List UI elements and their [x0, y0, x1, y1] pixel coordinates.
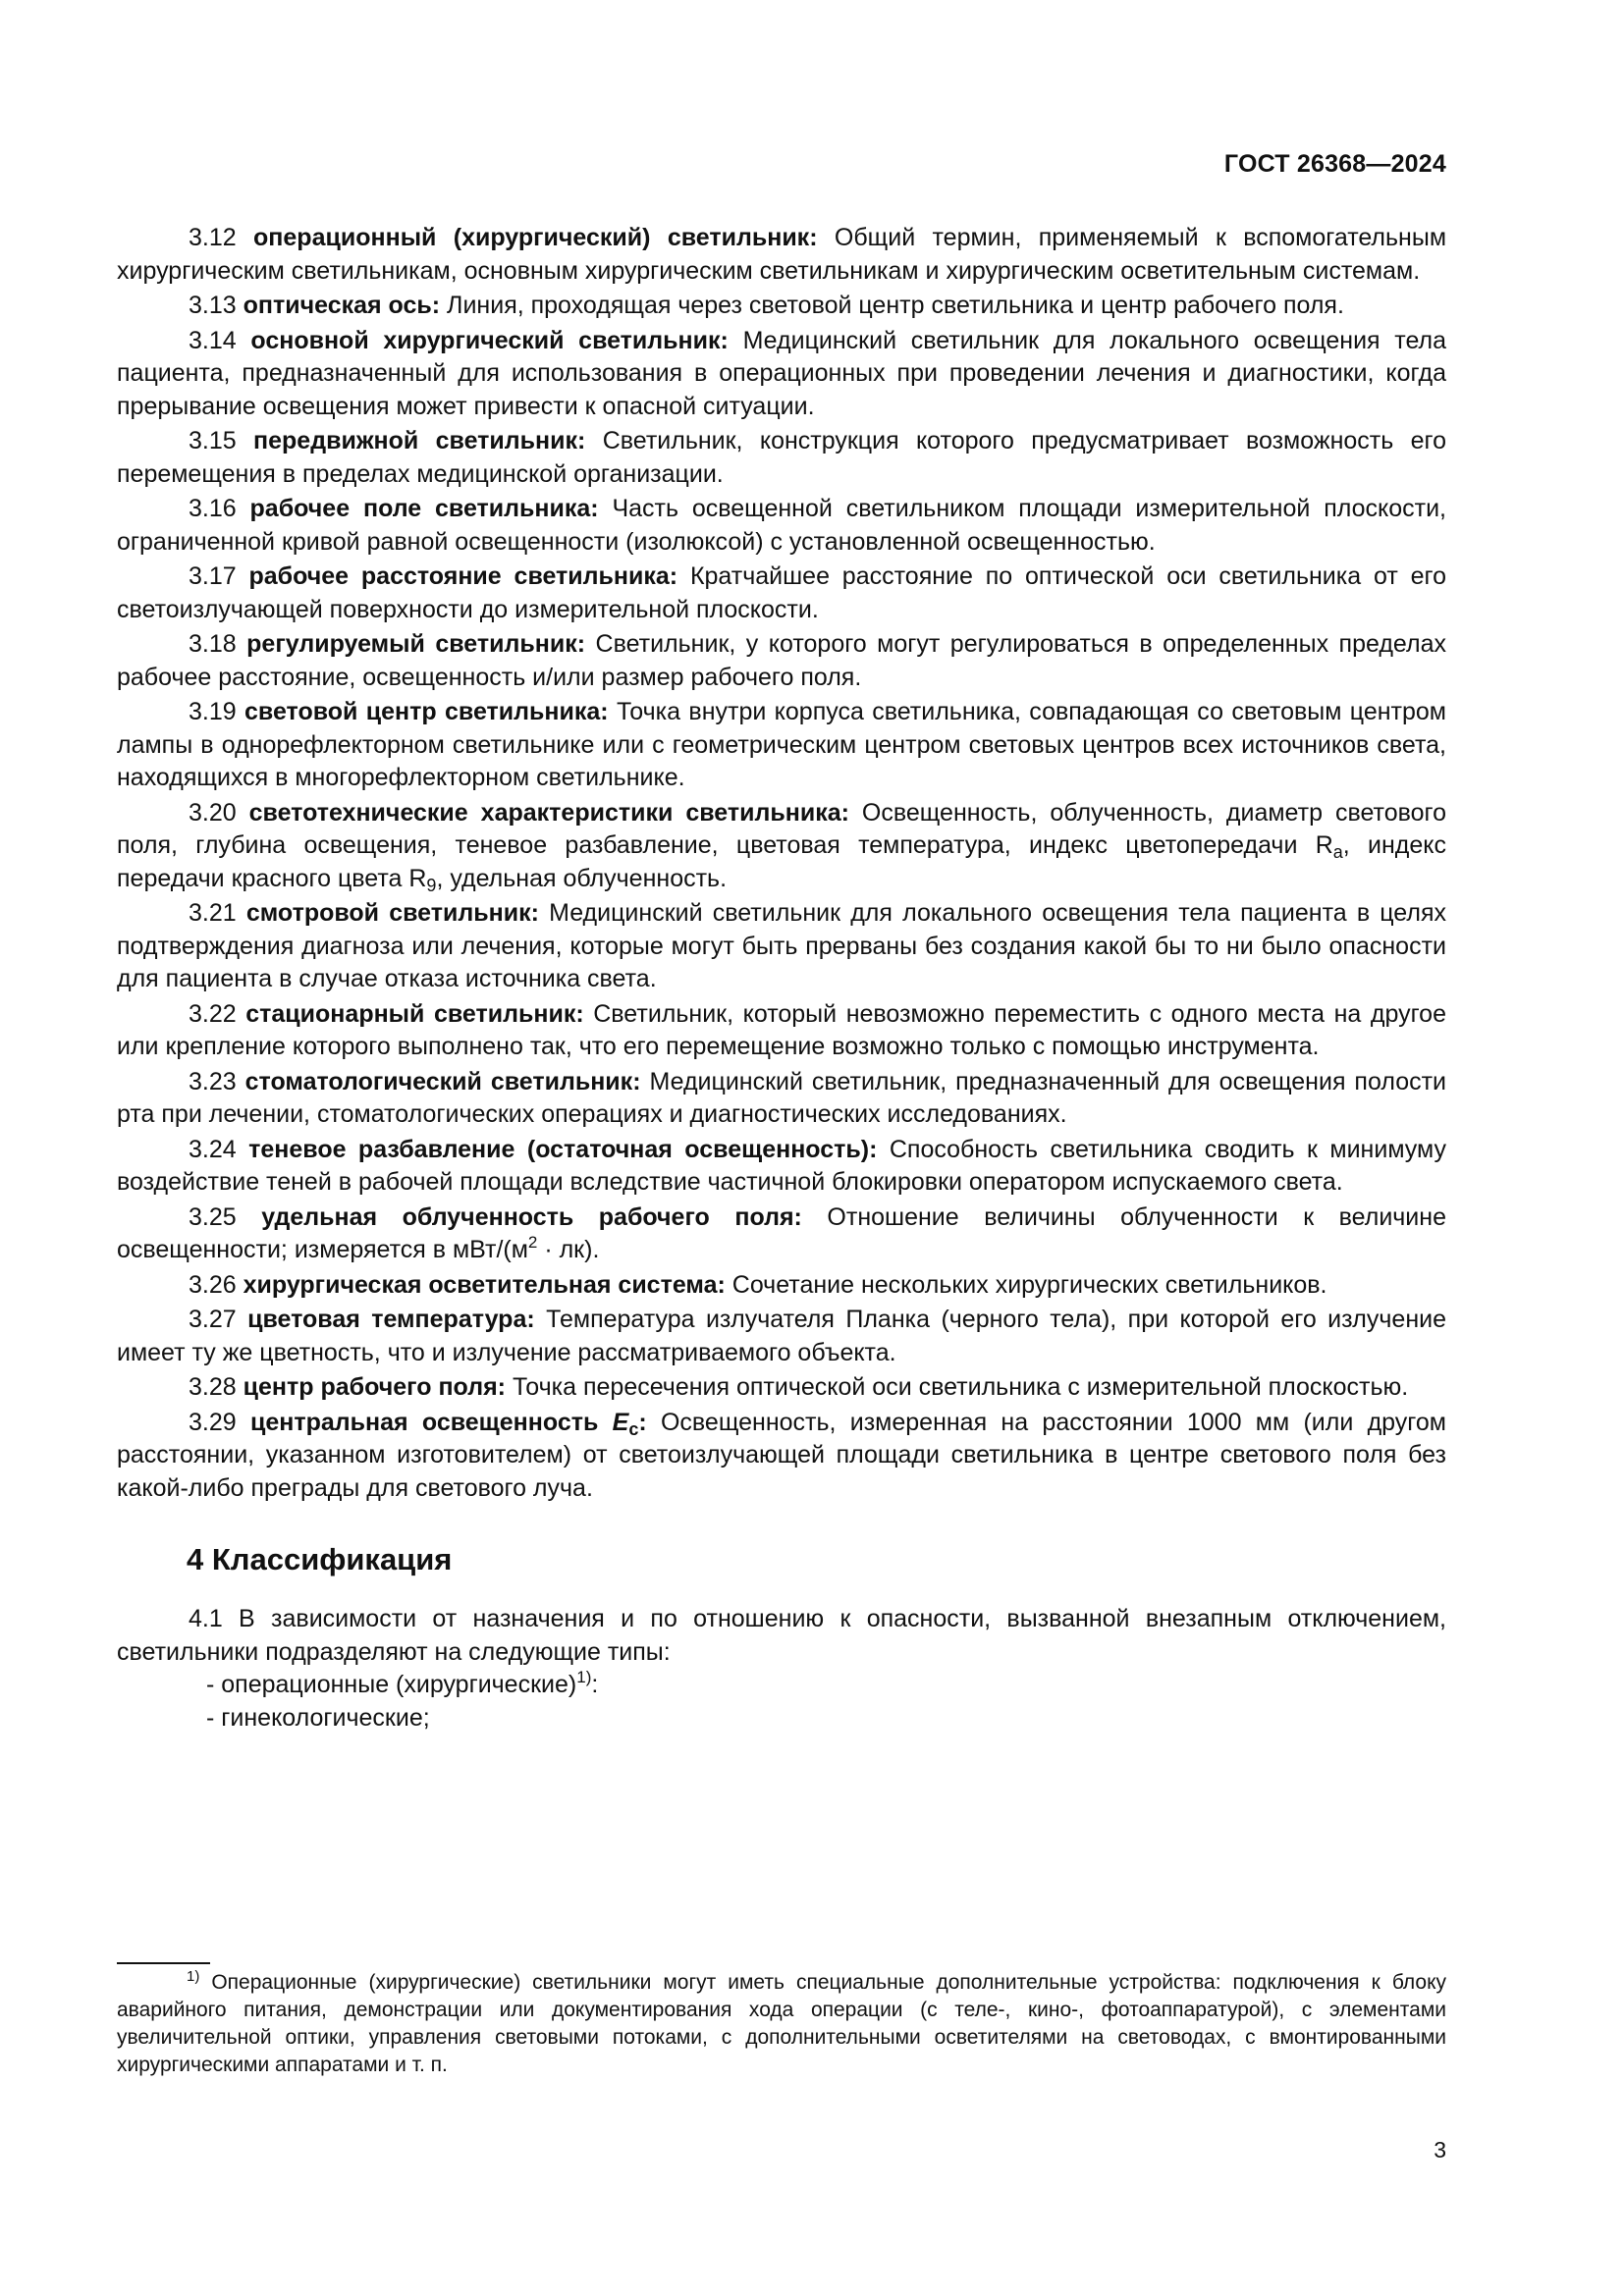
clause-4-1: 4.1 В зависимости от назначения и по отношению к опасности, вызванной внезапным отключением, светильники подразделяют на следующие типы:: [117, 1605, 1446, 1666]
definition-text: Медицинский светильник для локального освещения тела пациента, предназначенный для использования в операционных при проведении лечения и диагностики, когда прерывание освещения может привести к опасной ситуации.: [117, 326, 1447, 420]
symbol-e: E: [612, 1408, 629, 1436]
definition-3-29: [117, 1407, 1446, 1506]
definition-number: 3.14: [189, 326, 237, 354]
list-item-gynecological: - гинекологические;: [206, 1703, 430, 1732]
definition-text: Сочетание нескольких хирургических светильников.: [731, 1270, 1327, 1299]
definition-text: Температура излучателя Планка (черного тела), при которой его излучение имеет ту же цветность, что и излучение рассматриваемого объекта.: [117, 1306, 1446, 1366]
list-item-surgical: [117, 1669, 1446, 1702]
footnote: [117, 1969, 1446, 2079]
definition-term: стоматологический светильник:: [244, 1067, 641, 1095]
definition-term: теневое разбавление (остаточная освещенность):: [248, 1135, 878, 1163]
definition-text-end: , удельная облученность.: [436, 864, 728, 892]
definition-term: центр рабочего поля:: [243, 1373, 506, 1401]
symbol-subscript-c: c: [628, 1418, 639, 1439]
definition-3-27: [117, 1304, 1446, 1369]
definition-3-12: [117, 222, 1446, 288]
definition-3-19: [117, 696, 1446, 795]
footnote-reference: 1): [576, 1668, 592, 1686]
definition-number: 3.27: [189, 1306, 237, 1333]
definition-text: Медицинский светильник для локального освещения тела пациента в целях подтверждения диагноза или лечения, которые могут быть прерваны без создания какой бы то ни было опасности для пациента в случае отказа источника света.: [117, 899, 1447, 992]
definition-number: 3.28: [189, 1373, 237, 1401]
definition-term: оптическая ось:: [243, 292, 441, 319]
definition-3-20: [117, 797, 1446, 896]
definition-3-23: [117, 1066, 1446, 1132]
page-number: 3: [1434, 2137, 1446, 2163]
definition-term: основной хирургический светильник:: [250, 326, 729, 354]
definition-number: 3.29: [189, 1408, 237, 1436]
definition-term: стационарный светильник:: [245, 999, 584, 1028]
term-colon: :: [638, 1408, 647, 1436]
definition-text: Освещенность, облученность, диаметр светового поля, глубина освещения, теневое разбавление, цветовая температура, индекс цветопередачи R: [117, 798, 1446, 859]
definition-number: 3.20: [189, 798, 237, 827]
definition-number: 3.16: [189, 495, 237, 522]
footnote-text: Операционные (хирургические) светильники могут иметь специальные дополнительные устройства: подключения к блоку аварийного питания, демонстрации или документирования хода операции (с теле-, кино-, фотоаппаратурой), с элементами увеличительной оптики, управления световыми потоками, с дополнительными осветителями на световодах, с вмонтированными хирургическими аппаратами и т. п.: [117, 1971, 1446, 2076]
definition-number: 3.12: [189, 224, 237, 251]
definition-term: операционный (хирургический) светильник:: [253, 224, 818, 251]
footnote-separator: [117, 1962, 210, 1964]
definition-3-16: [117, 493, 1446, 559]
definition-number: 3.24: [189, 1135, 237, 1163]
definition-term: рабочее расстояние светильника:: [248, 562, 678, 590]
definition-text: Точка внутри корпуса светильника, совпадающая со световым центром лампы в однорефлекторном светильнике или с геометрическим центром световых центров всех источников света, находящихся в многорефлекторном светильнике.: [117, 698, 1446, 791]
definition-term: светотехнические характеристики светильника:: [248, 798, 849, 827]
definition-term: смотровой светильник:: [245, 899, 539, 927]
definition-3-18: [117, 628, 1446, 694]
definition-3-17: [117, 561, 1446, 626]
definition-number: 3.21: [189, 899, 237, 927]
list-item-punct: :: [591, 1671, 599, 1698]
definition-term: удельная облученность рабочего поля:: [261, 1202, 802, 1231]
definition-3-21: [117, 897, 1446, 996]
definition-number: 3.19: [189, 698, 237, 725]
definition-term: рабочее поле светильника:: [249, 495, 599, 522]
definition-text: Часть освещенной светильником площади измерительной плоскости, ограниченной кривой равной освещенности (изолюксой) с установленной освещенностью.: [117, 495, 1446, 556]
definition-text: Отношение величины облученности к величине освещенности; измеряется в мВт/(м: [117, 1202, 1446, 1263]
superscript-2: 2: [527, 1233, 538, 1252]
definition-term: передвижной светильник:: [253, 427, 586, 454]
footnote-marker: 1): [187, 1968, 200, 1985]
definition-text: Освещенность, измеренная на расстоянии 1000 мм (или другом расстоянии, указанном изготовителем) от светоизлучающей площади светильника в центре светового поля без какой-либо преграды для светового луча.: [117, 1408, 1446, 1502]
main-text: [117, 222, 1446, 1735]
definition-3-25: [117, 1201, 1446, 1267]
document-code-header: ГОСТ 26368—2024: [1223, 150, 1446, 178]
definition-3-28: [117, 1371, 1446, 1405]
definition-number: 3.13: [189, 292, 237, 319]
definition-text: Линия, проходящая через световой центр светильника и центр рабочего поля.: [447, 292, 1344, 319]
definition-text: Кратчайшее расстояние по оптической оси светильника от его светоизлучающей поверхности до измерительной плоскости.: [117, 562, 1446, 623]
definition-3-13: [117, 290, 1446, 323]
definition-number: 3.25: [189, 1202, 237, 1231]
definition-3-24: [117, 1134, 1446, 1200]
definition-number: 3.22: [189, 999, 237, 1028]
definition-text-end: · лк).: [537, 1236, 600, 1263]
definition-number: 3.18: [189, 630, 237, 658]
definition-3-26: [117, 1269, 1446, 1303]
definition-text: Общий термин, применяемый к вспомогательным хирургическим светильникам, основным хирургическим светильникам и хирургическим осветительным системам.: [117, 224, 1447, 285]
definition-term: регулируемый светильник:: [246, 630, 586, 658]
definition-text: Способность светильника сводить к минимуму воздействие теней в рабочей площади вследствие частичной блокировки оператором испускаемого света.: [117, 1135, 1446, 1196]
definition-text: Светильник, у которого могут регулироваться в определенных пределах рабочее расстояние, освещенность и/или размер рабочего поля.: [117, 630, 1446, 691]
definition-3-14: [117, 325, 1446, 424]
definition-term: световой центр светильника:: [244, 698, 609, 725]
definition-term: центральная освещенность: [249, 1408, 599, 1436]
definition-text-cont: , индекс передачи красного цвета R: [117, 831, 1447, 892]
definition-number: 3.26: [189, 1270, 237, 1299]
definition-text: Светильник, конструкция которого предусматривает возможность его перемещения в пределах медицинской организации.: [117, 427, 1446, 488]
definition-3-15: [117, 425, 1446, 491]
subscript-9: 9: [426, 875, 437, 895]
definition-term: хирургическая осветительная система:: [243, 1270, 726, 1299]
definition-number: 3.15: [189, 427, 237, 454]
definition-text: Точка пересечения оптической оси светильника с измерительной плоскостью.: [512, 1373, 1409, 1401]
definition-text: Медицинский светильник, предназначенный для освещения полости рта при лечении, стоматологических операциях и диагностических исследованиях.: [117, 1067, 1447, 1128]
definition-term: цветовая температура:: [247, 1306, 535, 1333]
definition-3-22: [117, 998, 1446, 1064]
list-item-text: - операционные (хирургические): [206, 1671, 577, 1698]
subscript-a: a: [1332, 842, 1343, 862]
definition-text: Светильник, который невозможно переместить с одного места на другое или крепление которого выполнено так, что его перемещение возможно только с помощью инструмента.: [117, 999, 1446, 1060]
definition-number: 3.23: [189, 1067, 237, 1095]
section-heading-classification: 4 Классификация: [187, 1542, 453, 1576]
definition-number: 3.17: [189, 562, 237, 590]
